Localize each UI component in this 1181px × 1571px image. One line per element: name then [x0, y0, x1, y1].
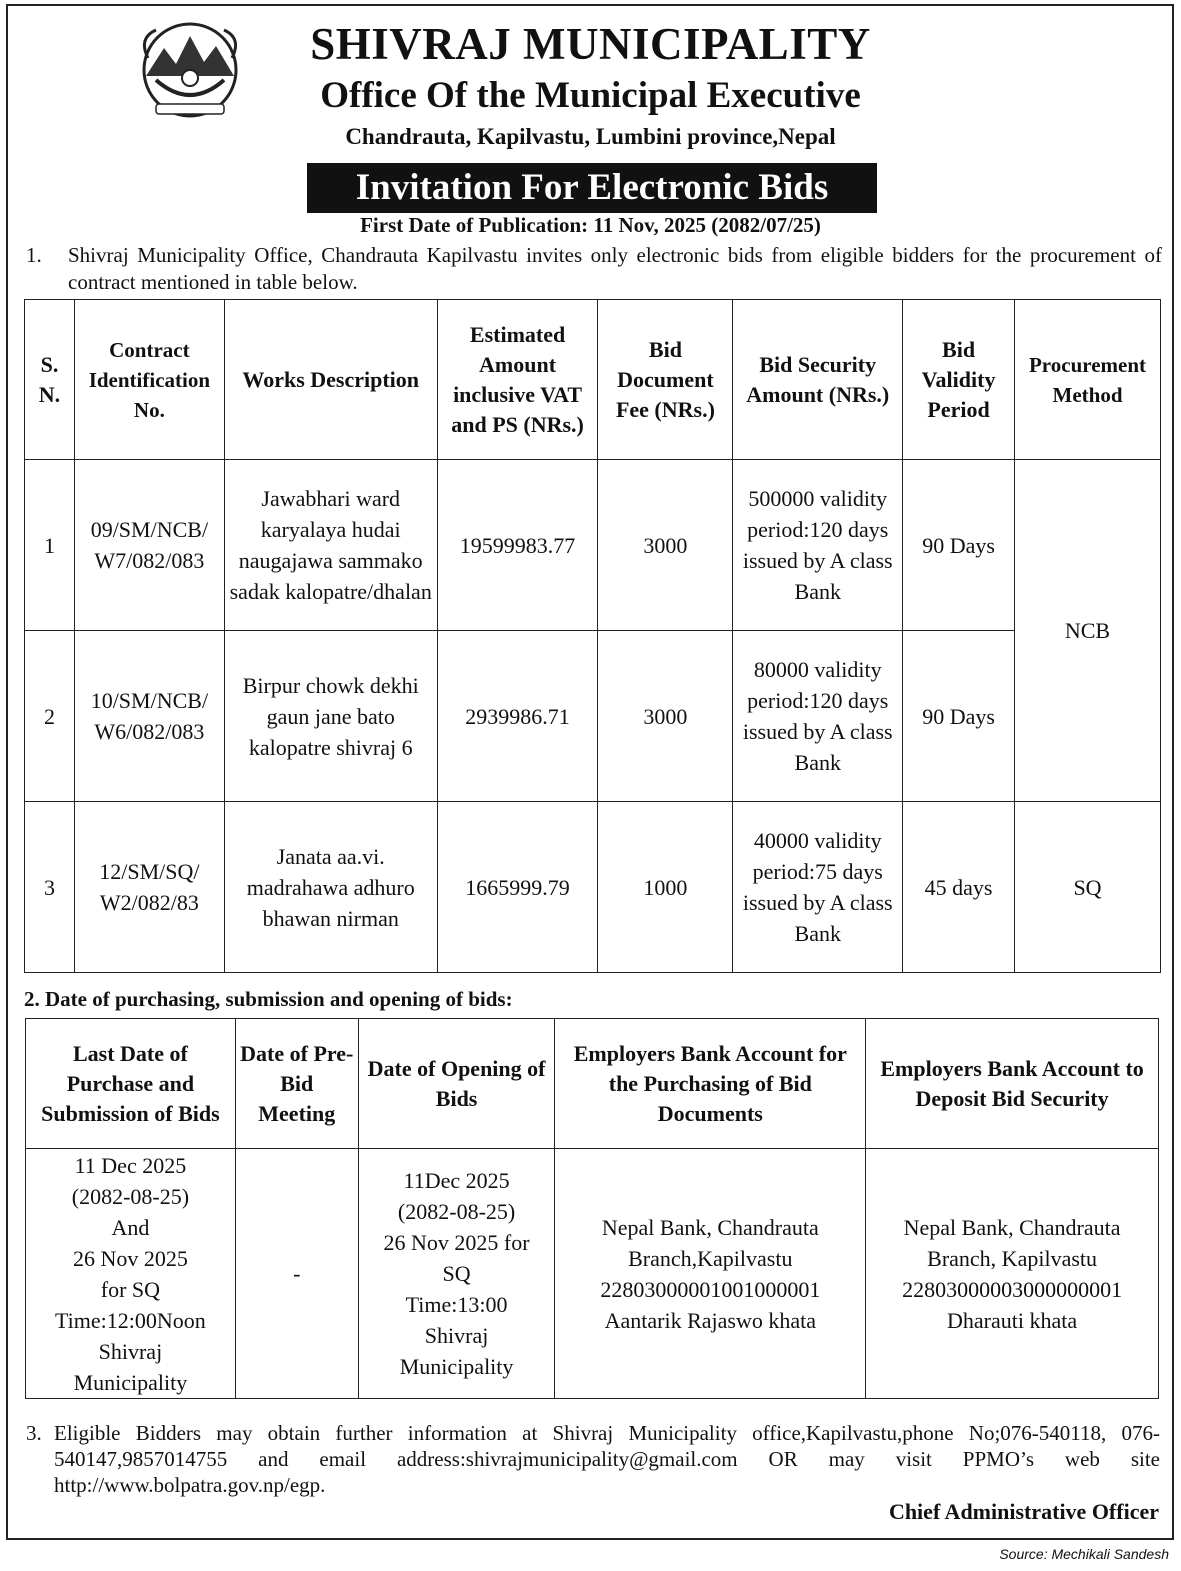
col-account-purchase: Employers Bank Account for the Purchasing of Bid Documents — [555, 1019, 866, 1149]
cell-line: 11Dec 2025 — [403, 1168, 510, 1193]
col-prebid: Date of Pre-Bid Meeting — [235, 1019, 358, 1149]
table-header-row — [25, 300, 1161, 460]
cell-line: Municipality — [73, 1369, 188, 1395]
cell-sn: 2 — [25, 631, 75, 802]
cell-fee: 3000 — [598, 460, 733, 631]
col-method: Procurement Method — [1015, 300, 1161, 460]
table-row — [25, 460, 1161, 631]
cell-estimated: 1665999.79 — [437, 802, 598, 973]
signature-line: Chief Administrative Officer — [888, 1499, 1159, 1524]
cell-line: (2082-08-25) — [71, 1183, 190, 1209]
col-contract-id: Contract Identification No. — [74, 300, 224, 460]
cell-contract-id: 12/SM/SQ/ W2/082/83 — [74, 802, 224, 973]
col-validity: Bid Validity Period — [903, 300, 1015, 460]
cell-line: (2082-08-25) — [397, 1199, 516, 1224]
table-row — [25, 631, 1161, 802]
table-header-row — [26, 1019, 1159, 1149]
paragraph-text: Shivraj Municipality Office, Chandrauta Kapilvastu invites only electronic bids from eligible bidders for the procurement of contract mentioned in table below. — [68, 243, 1162, 294]
cell-sn: 1 — [25, 460, 75, 631]
cell-line: Time:13:00 — [405, 1292, 508, 1317]
cell-fee: 1000 — [598, 802, 733, 973]
cell-security: 500000 validity period:120 days issued by A class Bank — [733, 460, 903, 631]
cell-prebid: - — [235, 1149, 358, 1399]
cell-works: Janata aa.vi. madrahawa adhuro bhawan nirman — [224, 802, 437, 973]
col-works: Works Description — [224, 300, 437, 460]
cell-contract-id: 10/SM/NCB/ W6/082/083 — [74, 631, 224, 802]
publication-date: First Date of Publication: 11 Nov, 2025 (2082/07/25) — [360, 213, 821, 237]
cell-fee: 3000 — [598, 631, 733, 802]
col-opening: Date of Opening of Bids — [358, 1019, 555, 1149]
paragraph-number: 3. — [26, 1421, 42, 1445]
cell-line: SQ — [442, 1261, 471, 1286]
source-credit: Source: Mechikali Sandesh — [999, 1546, 1169, 1562]
municipality-title: SHIVRAJ MUNICIPALITY — [310, 19, 871, 69]
cell-account-purchase — [555, 1149, 866, 1399]
cell-security: 80000 validity period:120 days issued by A class Bank — [733, 631, 903, 802]
cell-validity: 45 days — [903, 802, 1015, 973]
cell-line: Municipality — [399, 1354, 514, 1379]
cell-line: Nepal Bank, Chandrauta — [601, 1214, 819, 1240]
cell-line: 26 Nov 2025 for — [383, 1230, 530, 1255]
section2-heading: 2. Date of purchasing, submission and opening of bids: — [24, 987, 513, 1011]
cell-line: And — [111, 1214, 150, 1240]
info-paragraph — [26, 1420, 1160, 1498]
cell-validity: 90 Days — [903, 460, 1015, 631]
cell-line: Time:12:00Noon — [55, 1307, 206, 1333]
cell-security: 40000 validity period:75 days issued by A class Bank — [733, 802, 903, 973]
cell-last-date — [26, 1149, 236, 1399]
office-subtitle: Office Of the Municipal Executive — [320, 75, 861, 116]
cell-line: Nepal Bank, Chandrauta — [903, 1214, 1121, 1240]
col-estimated: Estimated Amount inclusive VAT and PS (NRs.) — [437, 300, 598, 460]
col-security: Bid Security Amount (NRs.) — [733, 300, 903, 460]
intro-paragraph — [26, 242, 1162, 296]
cell-line: 22803000003000000001 — [902, 1276, 1123, 1302]
contracts-table — [24, 299, 1161, 973]
paragraph-text: Eligible Bidders may obtain further information at Shivraj Municipality office,Kapilvastu,phone No;076-540118, 076-540147,9857014755 and email address:shivrajmunicipality@gmail.com OR may visit PPMO’s web site http://www.bolpatra.gov.np/egp. — [54, 1421, 1160, 1497]
cell-line: Branch,Kapilvastu — [628, 1245, 793, 1271]
cell-works: Jawabhari ward karyalaya hudai naugajawa sammako sadak kalopatre/dhalan — [224, 460, 437, 631]
notice-banner: Invitation For Electronic Bids — [307, 163, 877, 213]
cell-sn: 3 — [25, 802, 75, 973]
office-address: Chandrauta, Kapilvastu, Lumbini province,Nepal — [345, 124, 836, 149]
cell-account-security — [866, 1149, 1159, 1399]
cell-validity: 90 Days — [903, 631, 1015, 802]
cell-line: 26 Nov 2025 — [72, 1245, 188, 1271]
col-fee: Bid Document Fee (NRs.) — [598, 300, 733, 460]
col-last-date: Last Date of Purchase and Submission of Bids — [26, 1019, 236, 1149]
cell-estimated: 19599983.77 — [437, 460, 598, 631]
cell-works: Birpur chowk dekhi gaun jane bato kalopatre shivraj 6 — [224, 631, 437, 802]
cell-line: Branch, Kapilvastu — [927, 1245, 1098, 1271]
cell-line: for SQ — [100, 1276, 161, 1302]
cell-line: Dharauti khata — [947, 1307, 1078, 1333]
dates-table — [25, 1018, 1159, 1399]
cell-line: Shivraj — [98, 1338, 163, 1364]
table-row — [25, 802, 1161, 973]
paragraph-number: 1. — [26, 243, 42, 267]
cell-line: 11 Dec 2025 — [74, 1152, 187, 1178]
cell-line: Aantarik Rajaswo khata — [604, 1307, 816, 1333]
cell-opening — [358, 1149, 555, 1399]
cell-method-ncb: NCB — [1015, 460, 1161, 802]
col-account-security: Employers Bank Account to Deposit Bid Security — [866, 1019, 1159, 1149]
cell-estimated: 2939986.71 — [437, 631, 598, 802]
cell-line: Shivraj — [424, 1323, 489, 1348]
cell-method-sq: SQ — [1015, 802, 1161, 973]
cell-contract-id: 09/SM/NCB/ W7/082/083 — [74, 460, 224, 631]
cell-line: 22803000001001000001 — [600, 1276, 821, 1302]
table-row — [26, 1149, 1159, 1399]
col-sn: S. N. — [25, 300, 75, 460]
